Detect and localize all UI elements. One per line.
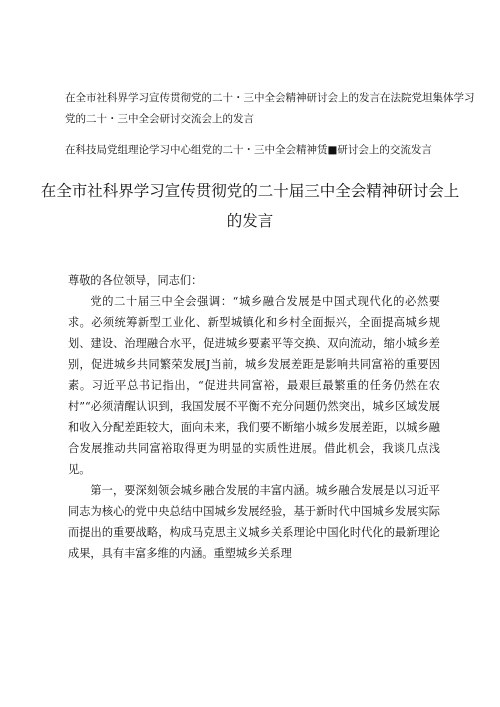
body-paragraph: 第一，要深刻领会城乡融合发展的丰富内涵。城乡融合发展是以习近平同志为核心的党中央总结中国城乡发展经验，基于新时代中国城乡发展实际而提出的重要战略，构成马克思主义城乡关系理论中国化时代化的最新理论成果，具有丰富多维的内涵。重塑城乡关系理 xyxy=(68,484,440,560)
toc-item: 在科技局党组理论学习中心组党的二十・三中全会精神赁■研讨会上的交流发言 xyxy=(65,144,432,156)
greeting: 尊敬的各位领导，同志们： xyxy=(68,274,203,287)
document-body xyxy=(68,270,440,564)
table-of-contents xyxy=(65,88,475,161)
body-paragraph: 党的二十届三中全会强调：“城乡融合发展是中国式现代化的必然要求。必须统筹新型工业化、新型城镇化和乡村全面振兴，全面提高城乡规划、建设、治理融合水平，促进城乡要素平等交换、双向流动，缩小城乡差别，促进城乡共同繁荣发展J当前，城乡发展差距是影响共同富裕的重要因素。习近平总书记指出，“促进共同富裕，最艰巨最繁重的任务仍然在农村”“必须清醒认识到，我国发展不平衡不充分问题仍然突出，城乡区域发展和收入分配差距较大，面向未来，我们要不断缩小城乡发展差距，以城乡融合发展推动共同富裕取得更为明显的实质性进展。借此机会，我谈几点浅见。 xyxy=(68,295,440,476)
toc-item: 在全市社科界学习宣传贯彻党的二十・三中全会精神研讨会上的发言在法院党坦集体学习党的二十・三中全会研讨交流会上的发言 xyxy=(65,92,475,125)
document-title: 在全市社科界学习宣传贯彻党的二十届三中全会精神研讨会上的发言 xyxy=(40,182,460,230)
